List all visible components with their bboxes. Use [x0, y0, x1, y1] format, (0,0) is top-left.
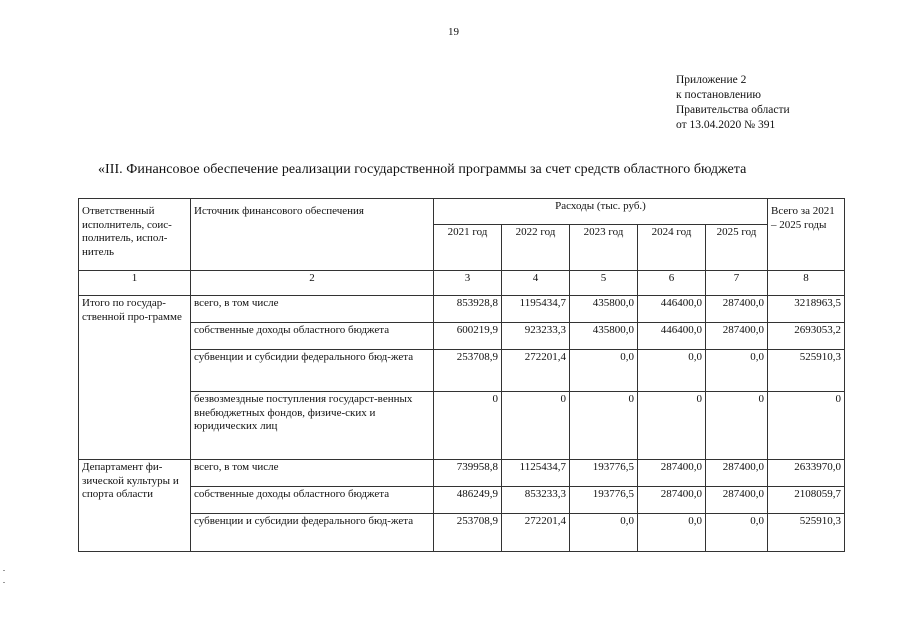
appendix-note	[676, 73, 790, 133]
value-cell: 0,0	[570, 350, 638, 392]
source-cell: всего, в том числе	[191, 460, 434, 487]
appendix-line: Правительства области	[676, 104, 790, 116]
value-cell: 435800,0	[570, 296, 638, 323]
appendix-line: к постановлению	[676, 89, 761, 101]
finance-table	[78, 198, 845, 552]
value-cell: 853928,8	[434, 296, 502, 323]
column-number: 1	[79, 271, 191, 296]
source-cell: субвенции и субсидии федерального бюд-жета	[191, 350, 434, 392]
value-cell: 193776,5	[570, 460, 638, 487]
source-cell: собственные доходы областного бюджета	[191, 323, 434, 350]
total-cell: 525910,3	[768, 350, 845, 392]
column-number: 8	[768, 271, 845, 296]
column-number: 5	[570, 271, 638, 296]
group-responsible: Департамент фи-зической культуры и спорта области	[79, 460, 191, 552]
value-cell: 853233,3	[502, 487, 570, 514]
scan-mark	[3, 582, 5, 583]
value-cell: 287400,0	[638, 487, 706, 514]
value-cell: 739958,8	[434, 460, 502, 487]
value-cell: 193776,5	[570, 487, 638, 514]
value-cell: 287400,0	[706, 460, 768, 487]
value-cell: 0	[706, 392, 768, 460]
header-source: Источник финансового обеспечения	[191, 199, 434, 271]
value-cell: 923233,3	[502, 323, 570, 350]
scan-mark	[3, 570, 5, 571]
value-cell: 1125434,7	[502, 460, 570, 487]
value-cell: 0,0	[706, 350, 768, 392]
total-cell: 2693053,2	[768, 323, 845, 350]
page-number: 19	[448, 26, 459, 38]
header-year: 2025 год	[706, 225, 768, 271]
value-cell: 253708,9	[434, 350, 502, 392]
value-cell: 287400,0	[706, 323, 768, 350]
value-cell: 600219,9	[434, 323, 502, 350]
total-cell: 2633970,0	[768, 460, 845, 487]
header-year: 2021 год	[434, 225, 502, 271]
value-cell: 446400,0	[638, 323, 706, 350]
source-cell: безвозмездные поступления государст-венных внебюджетных фондов, физиче-ских и юридических лиц	[191, 392, 434, 460]
value-cell: 435800,0	[570, 323, 638, 350]
group-responsible: Итого по государ-ственной про-грамме	[79, 296, 191, 460]
value-cell: 253708,9	[434, 514, 502, 552]
column-number: 2	[191, 271, 434, 296]
value-cell: 486249,9	[434, 487, 502, 514]
value-cell: 287400,0	[706, 296, 768, 323]
column-number: 6	[638, 271, 706, 296]
value-cell: 0,0	[638, 350, 706, 392]
source-cell: всего, в том числе	[191, 296, 434, 323]
header-year: 2023 год	[570, 225, 638, 271]
value-cell: 0,0	[706, 514, 768, 552]
value-cell: 287400,0	[638, 460, 706, 487]
source-cell: собственные доходы областного бюджета	[191, 487, 434, 514]
total-cell: 2108059,7	[768, 487, 845, 514]
value-cell: 1195434,7	[502, 296, 570, 323]
value-cell: 446400,0	[638, 296, 706, 323]
column-number: 7	[706, 271, 768, 296]
header-responsible: Ответственный исполнитель, соис-полнитель, испол-нитель	[79, 199, 191, 271]
header-year: 2024 год	[638, 225, 706, 271]
source-cell: субвенции и субсидии федерального бюд-жета	[191, 514, 434, 552]
value-cell: 0	[434, 392, 502, 460]
column-number: 3	[434, 271, 502, 296]
section-title: «III. Финансовое обеспечение реализации государственной программы за счет средств областного бюджета	[98, 162, 747, 177]
value-cell: 0	[570, 392, 638, 460]
value-cell: 272201,4	[502, 514, 570, 552]
value-cell: 0,0	[638, 514, 706, 552]
appendix-line: Приложение 2	[676, 74, 747, 86]
value-cell: 287400,0	[706, 487, 768, 514]
total-cell: 3218963,5	[768, 296, 845, 323]
header-total: Всего за 2021 – 2025 годы	[768, 199, 845, 271]
value-cell: 0,0	[570, 514, 638, 552]
header-expenses: Расходы (тыс. руб.)	[434, 199, 768, 225]
appendix-line: от 13.04.2020 № 391	[676, 119, 776, 131]
header-year: 2022 год	[502, 225, 570, 271]
value-cell: 0	[502, 392, 570, 460]
column-number: 4	[502, 271, 570, 296]
value-cell: 0	[638, 392, 706, 460]
value-cell: 272201,4	[502, 350, 570, 392]
total-cell: 525910,3	[768, 514, 845, 552]
total-cell: 0	[768, 392, 845, 460]
